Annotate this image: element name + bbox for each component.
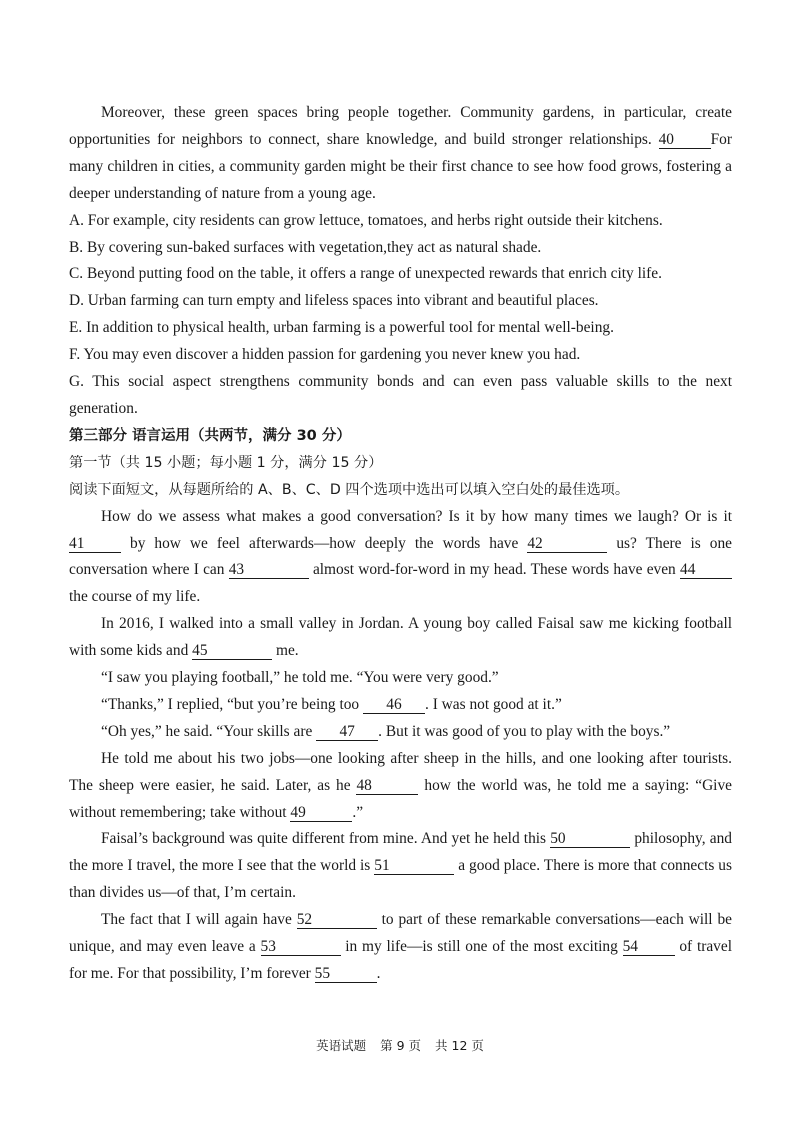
option-g: G. This social aspect strengthens community bonds and can even pass valuable skills to the next generation. (69, 373, 732, 417)
paragraph-text: us? There is one conversation where I can (69, 534, 732, 579)
paragraph-text: How do we assess what makes a good conversation? Is it by how many times we laugh? Or is it (101, 507, 732, 525)
cloze-paragraph-7 (69, 826, 732, 907)
footer-subject: 英语试题 (316, 1038, 367, 1053)
footer-page-number: 第 9 页 (380, 1038, 422, 1053)
paragraph-text: . But it was good of you to play with the boys.” (378, 722, 671, 740)
instruction: 阅读下面短文，从每题所给的 A、B、C、D 四个选项中选出可以填入空白处的最佳选项。 (69, 481, 630, 498)
paragraph-text: “Oh yes,” he said. “Your skills are (101, 722, 313, 740)
paragraph-text: . I was not good at it.” (425, 695, 562, 713)
paragraph-text: He told me about his two jobs—one looking after sheep in the hills, and one looking after tourists. The sheep were easier, he said. Later, as he (69, 749, 732, 794)
footer-total-pages: 共 12 页 (435, 1038, 484, 1053)
paragraph-text: in my life—is still one of the most exciting (345, 938, 618, 956)
paragraph-text: how the world was, he told me a saying: “Give without remembering; take without (69, 776, 732, 821)
paragraph-text: the course of my life. (69, 588, 201, 606)
blank-49: 49 (290, 804, 352, 822)
blank-46: 46 (363, 696, 425, 714)
document-page (69, 100, 732, 988)
option-a: A. For example, city residents can grow lettuce, tomatoes, and herbs right outside their kitchens. (69, 211, 663, 229)
paragraph-text: to part of these remarkable conversations—each will be unique, and may even leave a (69, 911, 732, 956)
cloze-paragraph-4 (69, 692, 732, 719)
blank-43: 43 (229, 561, 309, 579)
cloze-paragraph-2 (69, 611, 732, 665)
blank-40: 40 (659, 131, 711, 149)
section-title: 第三部分 语言运用（共两节，满分 30 分） (69, 427, 351, 444)
paragraph-text: almost word-for-word in my head. These words have even (312, 561, 676, 579)
paragraph-text: a good place. There is more that connects us than divides us—of that, I’m certain. (69, 857, 732, 902)
blank-51: 51 (374, 857, 454, 875)
paragraph-text: Moreover, these green spaces bring people together. Community gardens, in particular, create opportunities for neighbors to connect, share knowledge, and build stronger relationships. (69, 104, 732, 148)
blank-55: 55 (315, 965, 377, 983)
cloze-paragraph-8 (69, 907, 732, 988)
paragraph-text: In 2016, I walked into a small valley in Jordan. A young boy called Faisal saw me kicking football with some kids and (69, 615, 732, 660)
option-f: F. You may even discover a hidden passion for gardening you never knew you had. (69, 346, 581, 364)
blank-48: 48 (356, 777, 418, 795)
paragraph-text: me. (276, 642, 299, 660)
paragraph-text: . (376, 965, 381, 982)
paragraph-text: For many children in cities, a community garden might be their first chance to see how food grows, fostering a deeper understanding of nature from a young age. (69, 130, 732, 202)
passage-paragraph (69, 100, 732, 208)
blank-53: 53 (261, 938, 341, 956)
paragraph-text: Faisal’s background was quite different from mine. And yet he held this (101, 830, 547, 848)
paragraph-text: of travel for me. For that possibility, I’m forever (69, 938, 732, 982)
cloze-paragraph-5 (69, 719, 732, 746)
page-footer (0, 1036, 800, 1054)
subsection-title: 第一节（共 15 小题；每小题 1 分，满分 15 分） (69, 454, 383, 471)
option-b: B. By covering sun-baked surfaces with vegetation,they act as natural shade. (69, 238, 542, 256)
paragraph-text: “Thanks,” I replied, “but you’re being too (101, 695, 360, 713)
blank-42: 42 (527, 535, 607, 553)
blank-47: 47 (316, 723, 378, 741)
paragraph-text: by how we feel afterwards—how deeply the words have (130, 534, 519, 552)
paragraph-text: .” (352, 803, 364, 821)
cloze-paragraph-6 (69, 746, 732, 827)
cloze-paragraph-1 (69, 504, 732, 612)
option-c: C. Beyond putting food on the table, it offers a range of unexpected rewards that enrich city life. (69, 265, 662, 283)
cloze-paragraph-3: “I saw you playing football,” he told me. “You were very good.” (101, 669, 499, 687)
blank-45: 45 (192, 642, 272, 660)
option-d: D. Urban farming can turn empty and lifeless spaces into vibrant and beautiful places. (69, 292, 599, 310)
blank-52: 52 (297, 911, 377, 929)
option-e: E. In addition to physical health, urban farming is a powerful tool for mental well-being. (69, 319, 614, 337)
paragraph-text: The fact that I will again have (101, 911, 292, 929)
blank-41: 41 (69, 535, 121, 553)
blank-44: 44 (680, 561, 732, 579)
paragraph-text: philosophy, and the more I travel, the more I see that the world is (69, 830, 732, 875)
blank-50: 50 (550, 830, 630, 848)
blank-54: 54 (623, 938, 675, 956)
